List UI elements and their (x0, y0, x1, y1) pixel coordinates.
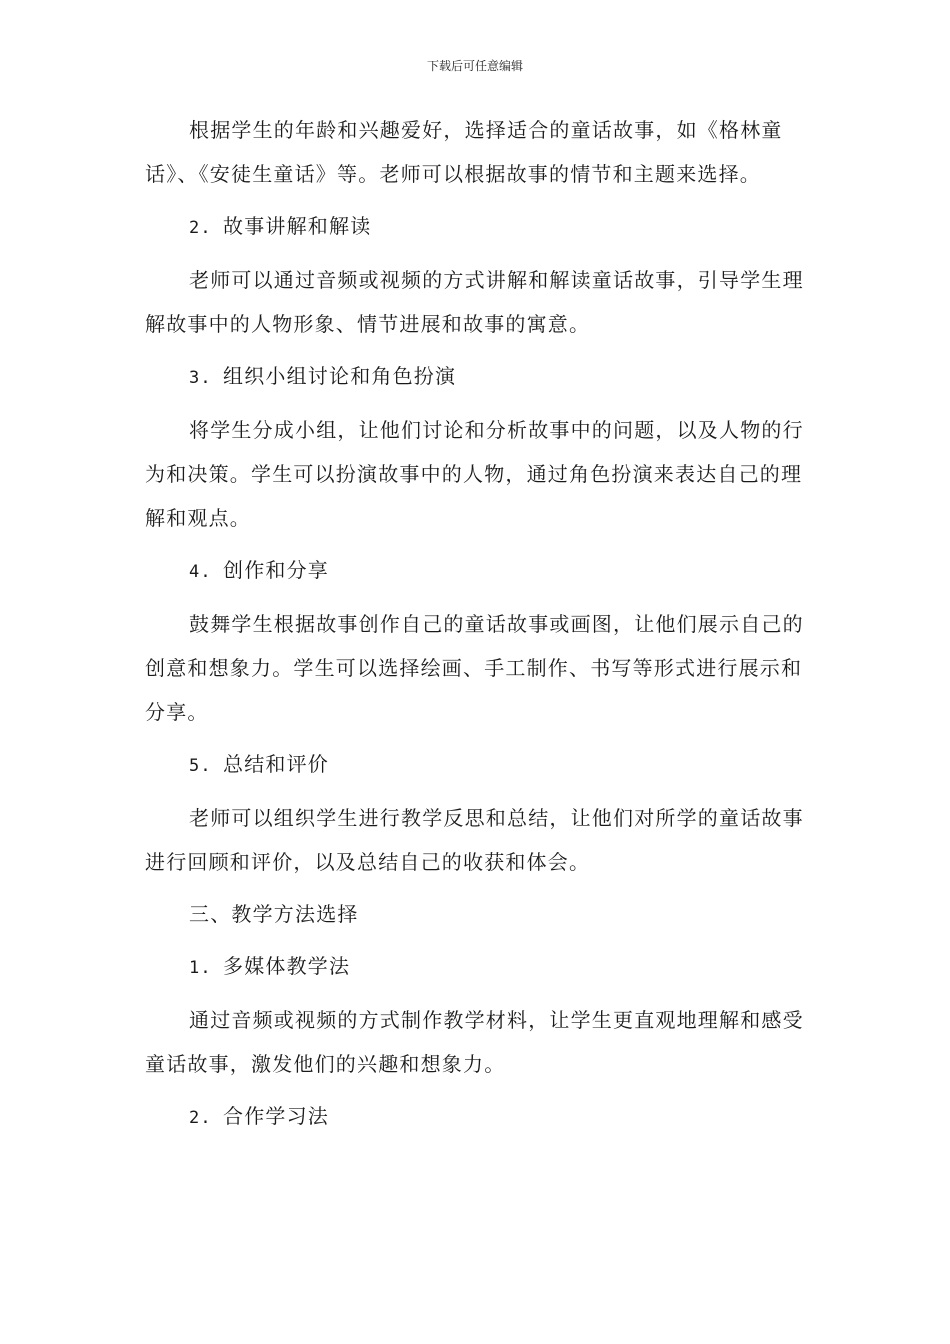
heading-text: 总结和评价 (223, 752, 329, 776)
document-body (145, 108, 805, 1148)
heading-number: 1. (189, 958, 212, 978)
heading-number: 3. (189, 368, 212, 388)
section-heading-teaching-methods: 三、教学方法选择 (189, 902, 359, 926)
paragraph-group-discussion: 将学生分成小组，让他们讨论和分析故事中的问题，以及人物的行为和决策。学生可以扮演故事中的人物，通过角色扮演来表达自己的理解和观点。 (145, 418, 804, 530)
paragraph-story-selection: 根据学生的年龄和兴趣爱好，选择适合的童话故事，如《格林童话》、《安徒生童话》等。老师可以根据故事的情节和主题来选择。 (145, 118, 783, 186)
heading-text: 合作学习法 (223, 1104, 329, 1128)
heading-text: 多媒体教学法 (223, 954, 351, 978)
paragraph-create-share: 鼓舞学生根据故事创作自己的童话故事或画图，让他们展示自己的创意和想象力。学生可以选择绘画、手工制作、书写等形式进行展示和分享。 (145, 612, 804, 724)
heading-text: 故事讲解和解读 (223, 214, 372, 238)
paragraph-story-explanation: 老师可以通过音频或视频的方式讲解和解读童话故事，引导学生理解故事中的人物形象、情节进展和故事的寓意。 (145, 268, 804, 336)
heading-text: 创作和分享 (223, 558, 329, 582)
heading-create-share (145, 548, 805, 594)
heading-cooperative-method (145, 1094, 805, 1140)
heading-number: 2. (189, 218, 212, 238)
heading-multimedia-method (145, 944, 805, 990)
heading-text: 组织小组讨论和角色扮演 (223, 364, 457, 388)
heading-number: 5. (189, 756, 212, 776)
heading-summary-evaluation (145, 742, 805, 788)
heading-group-discussion (145, 354, 805, 400)
heading-number: 4. (189, 562, 212, 582)
page-header: 下载后可任意编辑 (426, 59, 523, 73)
heading-story-explanation (145, 204, 805, 250)
heading-number: 2. (189, 1108, 212, 1128)
paragraph-summary-evaluation: 老师可以组织学生进行教学反思和总结，让他们对所学的童话故事进行回顾和评价，以及总结自己的收获和体会。 (145, 806, 804, 874)
paragraph-multimedia-method: 通过音频或视频的方式制作教学材料，让学生更直观地理解和感受童话故事，激发他们的兴趣和想象力。 (145, 1008, 804, 1076)
